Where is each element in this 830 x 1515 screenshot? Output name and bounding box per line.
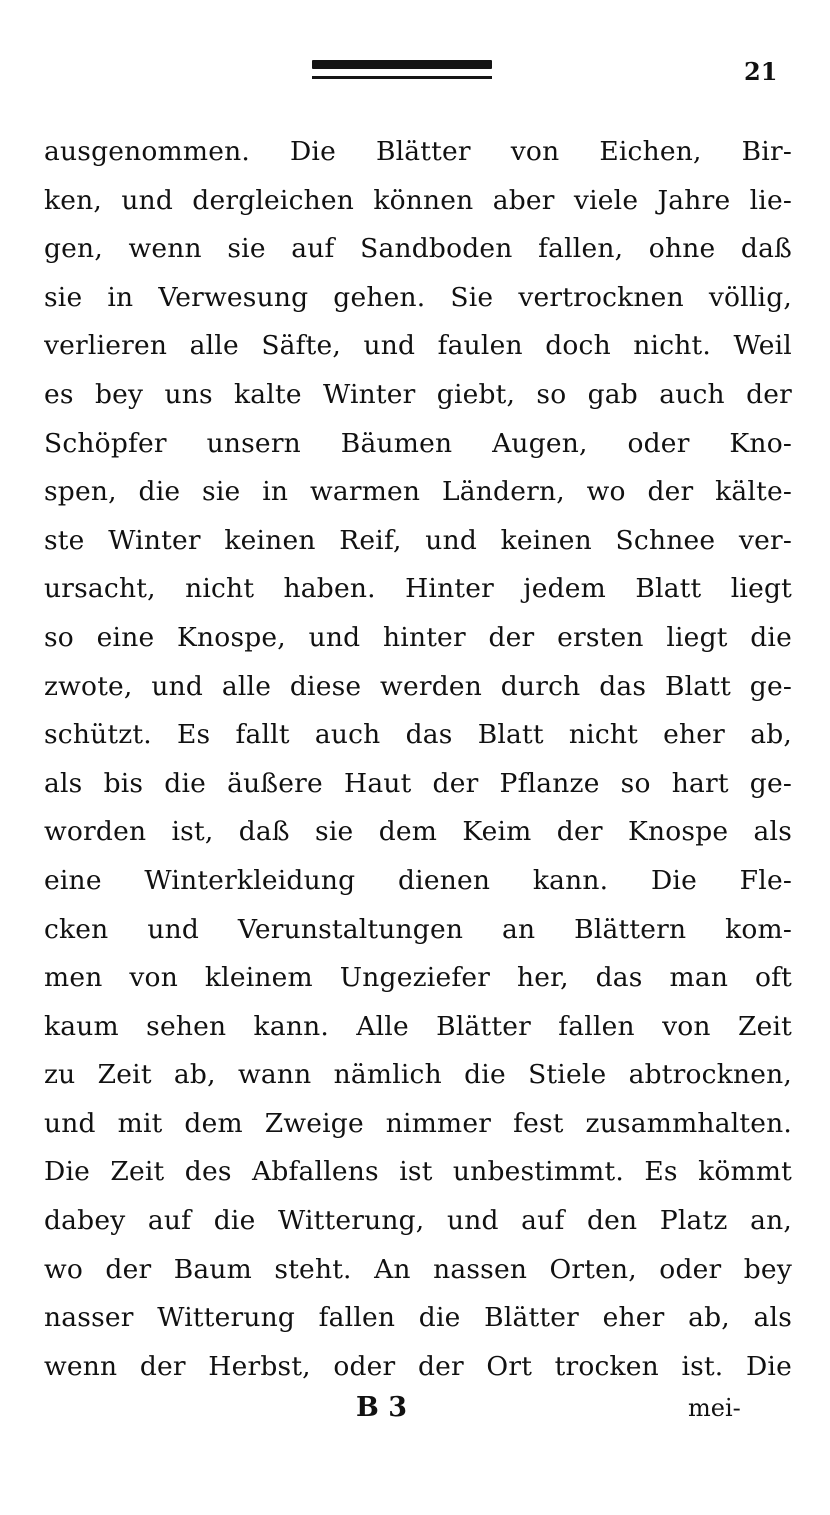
text-line: dabey auf die Witterung, und auf den Platz an, [44,1205,792,1237]
text-line: zwote, und alle diese werden durch das Blatt ge- [44,670,792,702]
text-line: sie in Verwesung gehen. Sie vertrocknen völlig, [44,281,792,313]
text-line: nasser Witterung fallen die Blätter eher ab, als [44,1302,792,1334]
text-line: zu Zeit ab, wann nämlich die Stiele abtrocknen, [44,1059,792,1091]
catchword: mei- [688,1394,741,1422]
signature-mark: B 3 [356,1392,408,1423]
text-line: so eine Knospe, und hinter der ersten liegt die [44,621,792,653]
text-line: wenn der Herbst, oder der Ort trocken ist. Die [44,1350,792,1382]
text-line: als bis die äußere Haut der Pflanze so hart ge- [44,767,792,799]
header-rule-thin [312,76,492,79]
text-line: kaum sehen kann. Alle Blätter fallen von Zeit [44,1010,792,1042]
text-line: men von kleinem Ungeziefer her, das man oft [44,962,792,994]
text-line: eine Winterkleidung dienen kann. Die Fle- [44,864,792,896]
text-line: Die Zeit des Abfallens ist unbestimmt. Es kömmt [44,1156,792,1188]
text-line: spen, die sie in warmen Ländern, wo der kälte- [44,476,792,508]
text-line: worden ist, daß sie dem Keim der Knospe als [44,816,792,848]
text-line: wo der Baum steht. An nassen Orten, oder bey [44,1253,792,1285]
page-number: 21 [744,57,778,86]
body-text [44,128,792,1391]
text-line: ste Winter keinen Reif, und keinen Schnee ver- [44,524,792,556]
header-rule-thick [312,60,492,69]
text-line: verlieren alle Säfte, und faulen doch nicht. Weil [44,330,792,362]
text-line: ken, und dergleichen können aber viele Jahre lie- [44,184,792,216]
text-line: schützt. Es fallt auch das Blatt nicht eher ab, [44,719,792,751]
text-line: ursacht, nicht haben. Hinter jedem Blatt liegt [44,573,792,605]
text-line: gen, wenn sie auf Sandboden fallen, ohne daß [44,233,792,265]
text-line: cken und Verunstaltungen an Blättern kom- [44,913,792,945]
text-line: ausgenommen. Die Blätter von Eichen, Bir- [44,136,792,167]
text-line: und mit dem Zweige nimmer fest zusammhalten. [44,1107,792,1139]
header-double-rule [312,60,492,79]
text-line: es bey uns kalte Winter giebt, so gab auch der [44,378,792,410]
text-line: Schöpfer unsern Bäumen Augen, oder Kno- [44,427,792,459]
